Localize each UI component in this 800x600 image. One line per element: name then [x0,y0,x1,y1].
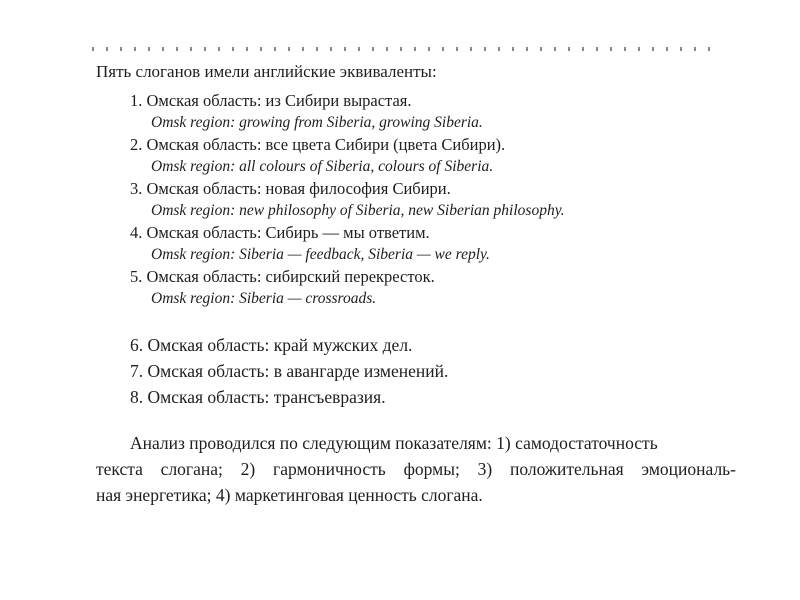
slogan-english: Omsk region: Siberia — crossroads. [151,290,377,307]
other-slogan-list [130,332,448,410]
slogan-english: Omsk region: Siberia — feedback, Siberia — we reply. [151,246,490,263]
intro-paragraph: Пять слоганов имели английские эквиваленты: [96,62,437,81]
list-item: 8. Омская область: трансъевразия. [130,387,386,407]
list-item [130,134,565,178]
slogan-english: Omsk region: all colours of Siberia, colours of Siberia. [151,158,494,175]
slogan-russian: 1. Омская область: из Сибири вырастая. [130,91,412,110]
slogan-russian: 5. Омская область: сибирский перекресток. [130,267,435,286]
slogan-russian: 3. Омская область: новая философия Сибири. [130,179,451,198]
paragraph-line: текста слогана; 2) гармоничность формы; 3) положительная эмоциональ- [96,459,736,479]
paragraph-line: ная энергетика; 4) маркетинговая ценность слогана. [96,485,483,505]
list-item [130,222,565,266]
paragraph-line: Анализ проводился по следующим показателям: 1) самодостаточность [130,433,658,453]
list-item: 6. Омская область: край мужских дел. [130,335,413,355]
list-item: 7. Омская область: в авангарде изменений. [130,361,449,381]
analysis-paragraph [96,430,736,508]
translated-slogan-list [130,90,565,310]
list-item [130,178,565,222]
slogan-russian: 4. Омская область: Сибирь — мы ответим. [130,223,430,242]
list-item [130,266,565,310]
slogan-english: Omsk region: new philosophy of Siberia, new Siberian philosophy. [151,202,565,219]
cropped-text-line [92,47,712,51]
slogan-russian: 2. Омская область: все цвета Сибири (цвета Сибири). [130,135,506,154]
list-item [130,90,565,134]
slogan-english: Omsk region: growing from Siberia, growing Siberia. [151,114,483,131]
